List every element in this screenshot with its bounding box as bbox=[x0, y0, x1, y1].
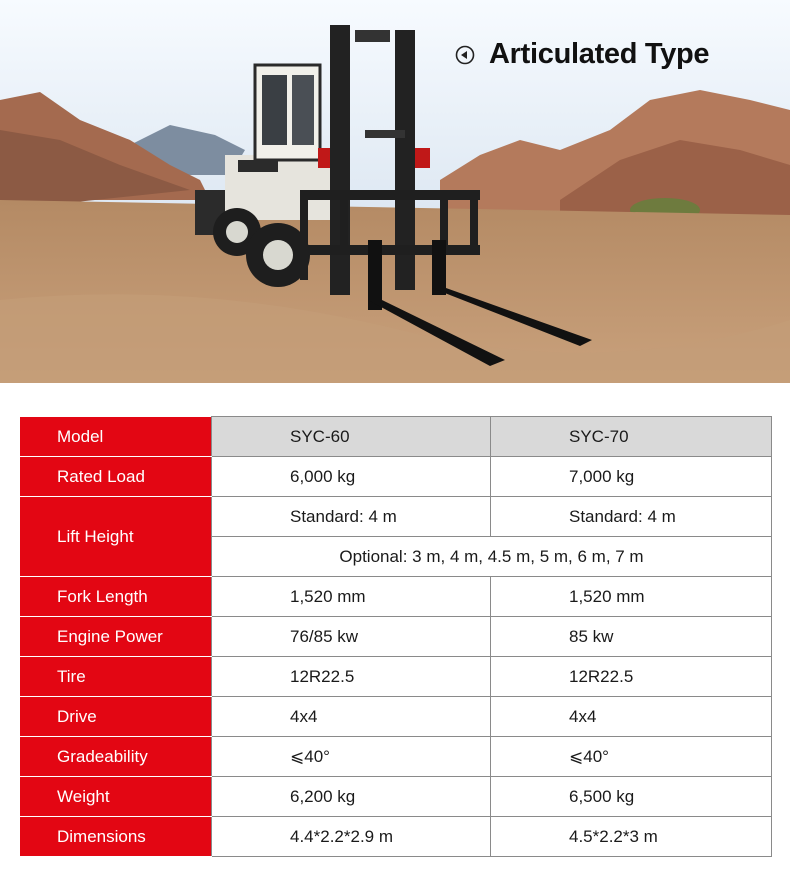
table-row-fork-length bbox=[21, 577, 772, 617]
dimensions-syc-60: 4.4*2.2*2.9 m bbox=[212, 817, 491, 857]
row-label-engine-power: Engine Power bbox=[21, 617, 212, 657]
table-row-dimensions bbox=[21, 817, 772, 857]
row-label-rated-load: Rated Load bbox=[21, 457, 212, 497]
weight-syc-60: 6,200 kg bbox=[212, 777, 491, 817]
table-row-gradeability bbox=[21, 737, 772, 777]
dimensions-syc-70: 4.5*2.2*3 m bbox=[491, 817, 772, 857]
weight-syc-70: 6,500 kg bbox=[491, 777, 772, 817]
table-row-weight bbox=[21, 777, 772, 817]
circle-left-arrow-icon bbox=[455, 45, 475, 65]
table-row-model bbox=[21, 417, 772, 457]
table-row-lift-height bbox=[21, 497, 772, 537]
table-row-rated-load bbox=[21, 457, 772, 497]
row-label-drive: Drive bbox=[21, 697, 212, 737]
row-label-weight: Weight bbox=[21, 777, 212, 817]
row-label-model: Model bbox=[21, 417, 212, 457]
engine-power-syc-70: 85 kw bbox=[491, 617, 772, 657]
title-text: Articulated Type bbox=[489, 38, 710, 70]
page-title bbox=[455, 38, 709, 71]
lift-height-optional: Optional: 3 m, 4 m, 4.5 m, 5 m, 6 m, 7 m bbox=[212, 537, 772, 577]
drive-syc-70: 4x4 bbox=[491, 697, 772, 737]
fork-length-syc-60: 1,520 mm bbox=[212, 577, 491, 617]
row-label-dimensions: Dimensions bbox=[21, 817, 212, 857]
lift-height-syc-70: Standard: 4 m bbox=[491, 497, 772, 537]
tire-syc-60: 12R22.5 bbox=[212, 657, 491, 697]
engine-power-syc-60: 76/85 kw bbox=[212, 617, 491, 657]
model-syc-60: SYC-60 bbox=[212, 417, 491, 457]
row-label-lift-height: Lift Height bbox=[21, 497, 212, 577]
rated-load-syc-70: 7,000 kg bbox=[491, 457, 772, 497]
table-row-tire bbox=[21, 657, 772, 697]
drive-syc-60: 4x4 bbox=[212, 697, 491, 737]
spec-table bbox=[20, 416, 772, 857]
lift-height-syc-60: Standard: 4 m bbox=[212, 497, 491, 537]
row-label-gradeability: Gradeability bbox=[21, 737, 212, 777]
hero-image bbox=[0, 0, 790, 383]
rated-load-syc-60: 6,000 kg bbox=[212, 457, 491, 497]
row-label-tire: Tire bbox=[21, 657, 212, 697]
tire-syc-70: 12R22.5 bbox=[491, 657, 772, 697]
row-label-fork-length: Fork Length bbox=[21, 577, 212, 617]
gradeability-syc-70: ⩽40° bbox=[491, 737, 772, 777]
fork-length-syc-70: 1,520 mm bbox=[491, 577, 772, 617]
table-row-engine-power bbox=[21, 617, 772, 657]
gradeability-syc-60: ⩽40° bbox=[212, 737, 491, 777]
table-row-drive bbox=[21, 697, 772, 737]
model-syc-70: SYC-70 bbox=[491, 417, 772, 457]
